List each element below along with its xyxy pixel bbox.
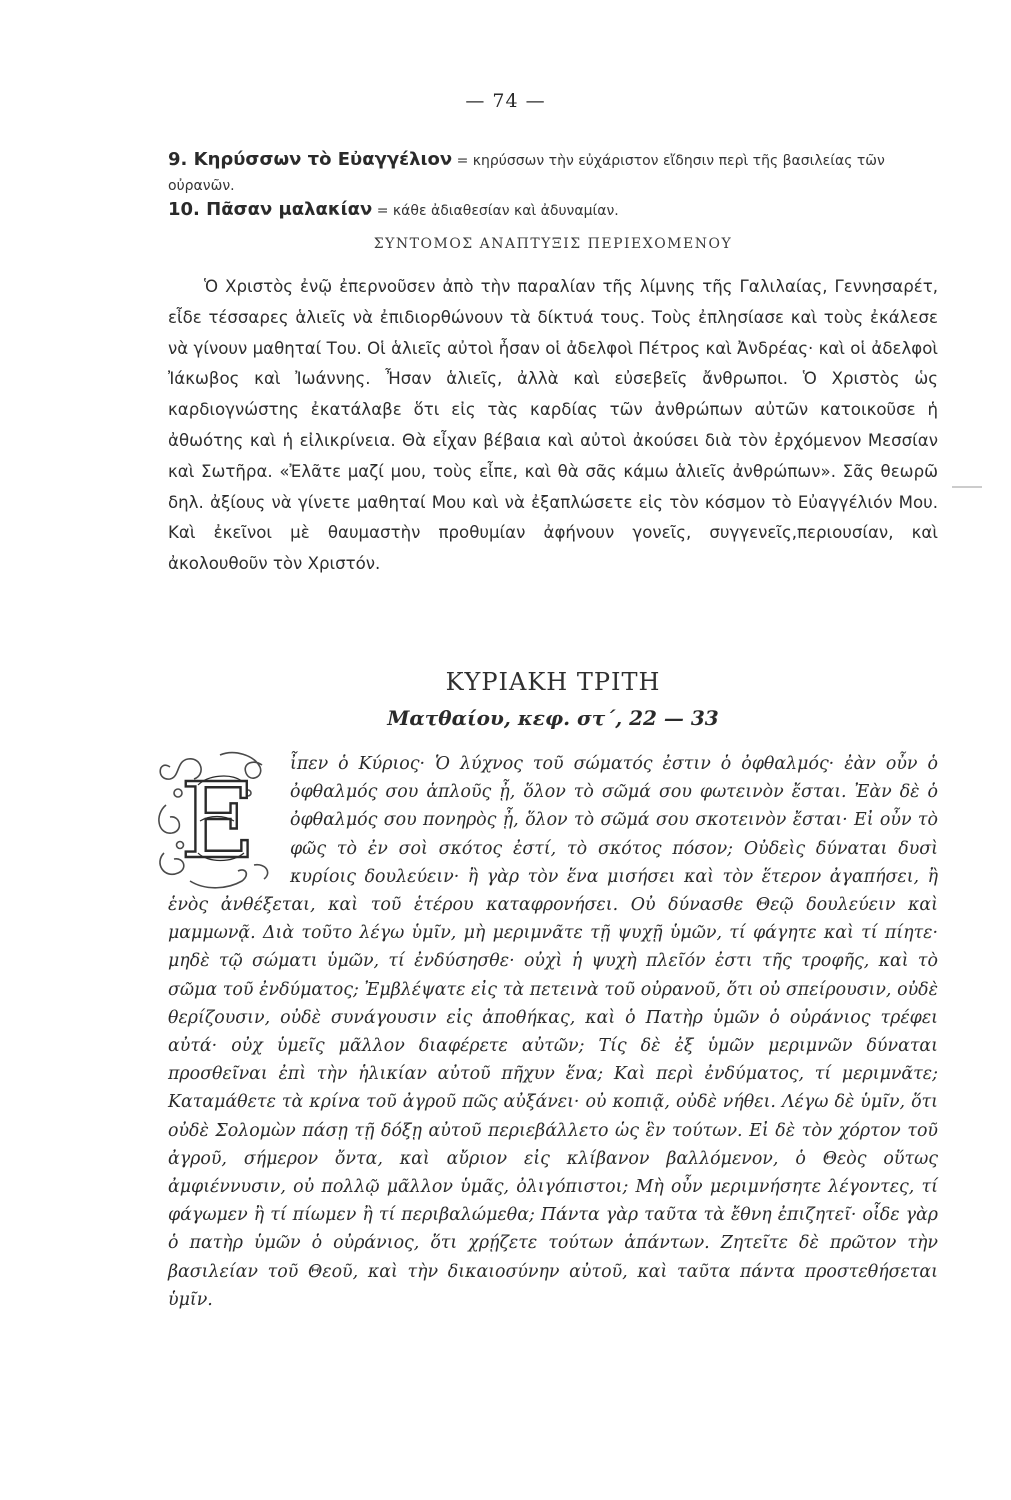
margin-pencil-mark xyxy=(952,486,982,488)
scripture-reference: Ματθαίου, κεφ. στ΄, 22 — 33 xyxy=(387,706,719,730)
note-term: 10. Πᾶσαν μαλακίαν xyxy=(168,199,373,220)
note-term: 9. Κηρύσσων τὸ Εὐαγγέλιον xyxy=(168,149,453,170)
note-gloss: = κηρύσσων τὴν εὐχάριστον εἴδησιν περὶ τῆς βασιλείας τῶν οὐρανῶν. xyxy=(168,153,885,194)
glossary-notes xyxy=(168,148,938,223)
reading-title: ΚΥΡΙΑΚΗ ΤΡΙΤΗ xyxy=(445,668,661,696)
summary-heading: ΣΥΝΤΟΜΟΣ ΑΝΑΠΤΥΞΙΣ ΠΕΡΙΕΧΟΜΕΝΟΥ xyxy=(373,236,733,252)
note-item xyxy=(168,198,938,223)
gospel-text-body: ἶπεν ὁ Κύριος· Ὁ λύχνος τοῦ σώματός ἐστιν ὁ ὀφθαλμός· ἐὰν οὖν ὁ ὀφθαλμός σου ἁπλοῦς ᾖ, ὅλον τὸ σῶμά σου φωτεινὸν ἔσται. Ἐὰν δὲ ὁ ὀφθαλμός σου πονηρὸς ᾖ, ὅλον τὸ σῶμά σου σκοτεινὸν ἔσται· Εἰ οὖν τὸ φῶς τὸ ἐν σοὶ σκότος ἐστί, τὸ σκότος πόσον; Οὐδεὶς δύναται δυσὶ κυρίοις δουλεύειν· ἢ γὰρ τὸν ἕνα μισήσει καὶ τὸν ἕτερον ἀγαπήσει, ἢ ἑνὸς ἀνθέξεται, καὶ τοῦ ἑτέρου καταφρονήσει. Οὐ δύνασθε Θεῷ δουλεύειν καὶ μαμμωνᾷ. Διὰ τοῦτο λέγω ὑμῖν, μὴ μεριμνᾶτε τῇ ψυχῇ ὑμῶν, τί φάγητε καὶ τί πίητε· μηδὲ τῷ σώματι ὑμῶν, τί ἐνδύσησθε· οὐχὶ ἡ ψυχὴ πλεῖόν ἐστι τῆς τροφῆς, καὶ τὸ σῶμα τοῦ ἐνδύματος; Ἐμβλέψατε εἰς τὰ πετεινὰ τοῦ οὐρανοῦ, ὅτι οὐ σπείρουσιν, οὐδὲ θερίζουσιν, οὐδὲ συνάγουσιν εἰς ἀποθήκας, καὶ ὁ Πατὴρ ὑμῶν ὁ οὐράνιος τρέφει αὐτά· οὐχ ὑμεῖς μᾶλλον διαφέρετε αὐτῶν; Τίς δὲ ἐξ ὑμῶν μεριμνῶν δύναται προσθεῖναι ἐπὶ τὴν ἡλικίαν αὐτοῦ πῆχυν ἕνα; Καὶ περὶ ἐνδύματος, τί μεριμνᾶτε; Καταμάθετε τὰ κρίνα τοῦ ἀγροῦ πῶς αὐξάνει· οὐ κοπιᾷ, οὐδὲ νήθει. Λέγω δὲ ὑμῖν, ὅτι οὐδὲ Σολομὼν πάσῃ τῇ δόξῃ αὐτοῦ περιεβάλλετο ὡς ἓν τούτων. Εἰ δὲ τὸν χόρτον τοῦ ἀγροῦ, σήμερον ὄντα, καὶ αὔριον εἰς κλίβανον βαλλόμενον, ὁ Θεὸς οὕτως ἀμφιέννυσιν, οὐ πολλῷ μᾶλλον ὑμᾶς, ὀλιγόπιστοι; Μὴ οὖν μεριμνήσητε λέγοντες, τί φάγωμεν ἢ τί πίωμεν ἢ τί περιβαλώμεθα; Πάντα γὰρ ταῦτα τὰ ἔθνη ἐπιζητεῖ· οἶδε γὰρ ὁ πατὴρ ὑμῶν ὁ οὐράνιος, ὅτι χρῄζετε τούτων ἁπάντων. Ζητεῖτε δὲ πρῶτον τὴν βασιλείαν τοῦ Θεοῦ, καὶ τὴν δικαιοσύνην αὐτοῦ, καὶ ταῦτα πάντα προστεθήσεται ὑμῖν. xyxy=(168,754,938,1310)
note-item xyxy=(168,148,938,198)
gospel-text xyxy=(168,750,938,1314)
summary-paragraph: Ὁ Χριστὸς ἐνῷ ἐπερνοῦσεν ἀπὸ τὴν παραλίαν τῆς λίμνης τῆς Γαλιλαίας, Γεννησαρέτ, εἶδε τέσσαρες ἁλιεῖς νὰ ἐπιδιορθώνουν τὰ δίκτυά τους. Τοὺς ἐπλησίασε καὶ τοὺς ἐκάλεσε νὰ γίνουν μαθηταί Του. Οἱ ἁλιεῖς αὐτοὶ ἦσαν οἱ ἀδελφοὶ Πέτρος καὶ Ἀνδρέας· καὶ οἱ ἀδελφοὶ Ἰάκωβος καὶ Ἰωάννης. Ἦσαν ἁλιεῖς, ἀλλὰ καὶ εὐσεβεῖς ἄνθρωποι. Ὁ Χριστὸς ὡς καρδιογνώστης ἐκατάλαβε ὅτι εἰς τὰς καρδίας τῶν ἀνθρώπων αὐτῶν κατοικοῦσε ἡ ἀθωότης καὶ ἡ εἰλικρίνεια. Θὰ εἶχαν βέβαια καὶ αὐτοὶ ἀκούσει διὰ τὸν ἐρχόμενον Μεσσίαν καὶ Σωτῆρα. «Ἐλᾶτε μαζί μου, τοὺς εἶπε, καὶ θὰ σᾶς κάμω ἁλιεῖς ἀνθρώπων». Σᾶς θεωρῶ δηλ. ἀξίους νὰ γίνετε μαθηταί Μου καὶ νὰ ἐξαπλώσετε εἰς τὸν κόσμον τὸ Εὐαγγέλιόν Μου. Καὶ ἐκεῖνοι μὲ θαυμαστὴν προθυμίαν ἀφήνουν γονεῖς, συγγενεῖς,περιουσίαν, καὶ ἀκολουθοῦν τὸν Χριστόν. xyxy=(168,277,938,574)
page-number: — 74 — xyxy=(465,90,546,112)
note-gloss: = κάθε ἀδιαθεσίαν καὶ ἀδυναμίαν. xyxy=(372,203,619,219)
dropcap-letter: Ε xyxy=(180,760,256,882)
